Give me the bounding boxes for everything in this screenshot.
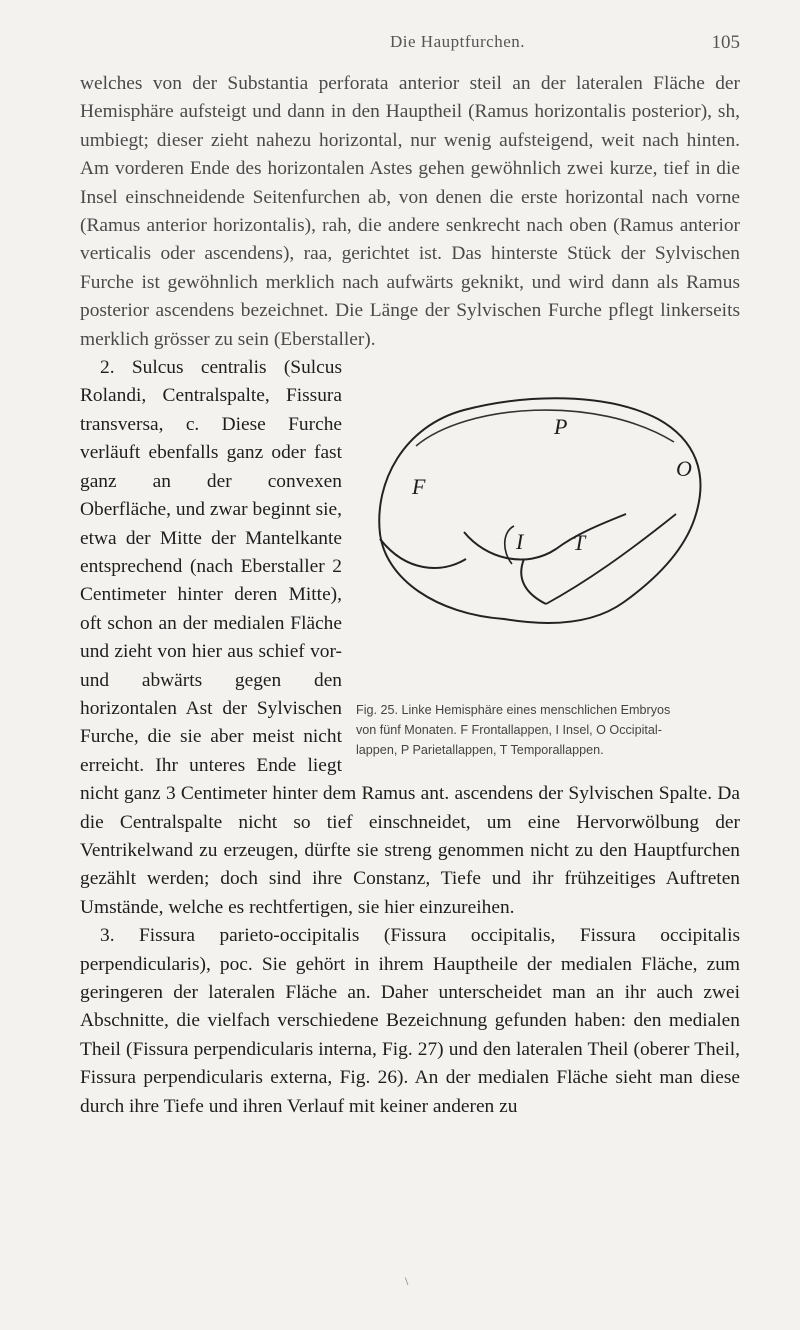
label-T: T	[573, 530, 586, 556]
lower-lobe-line	[380, 539, 466, 568]
label-O: O	[676, 456, 692, 482]
page-number: 105	[711, 32, 740, 53]
paragraph-sulcus-centralis: 2. Sulcus centralis (Sulcus Rolandi, Centralspalte, Fissura transversa, c. Diese Furche verläuft ebenfalls ganz oder fast ganz an der convexen Oberfläche, und zwar beginnt sie, etwa der Mitte der Mantelkante entsprechend (nach Eberstaller 2 Centimeter hinter deren Mitte), oft schon an der medialen Fläche und zieht von hier aus schief vor- und abwärts gegen den horizontalen Ast der Sylvischen Furche, die sie aber meist nicht erreicht. Ihr unteres Ende liegt nicht ganz 3 Centimeter hinter dem Ramus ant. ascendens der Sylvischen Spalte. Da die Centralspalte nicht so tief einschneidet, um eine Hervorwölbung der Ventrikelwand zu erzeugen, dürfte sie streng genommen nicht zu den Hauptfurchen gezählt werden; doch sind ihre Constanz, Tiefe und ihr frühzeitiges Auftreten Umstände, welche es rechtfertigen, sie hier einzureihen.	[80, 357, 740, 918]
paragraph-sylvian-fissure-continued: welches von der Substantia perforata anterior steil an der lateralen Fläche der Hemisphäre aufsteigt und dann in den Hauptheil (Ramus horizontalis posterior), sh, umbiegt; dieser zieht nahezu horizontal, nur wenig aufsteigend, weit nach hinten. Am vorderen Ende des horizontalen Astes gehen gewöhnlich zwei kurze, tief in die Insel einschneidende Seitenfurchen ab, von denen die erste horizontal nach vorne (Ramus anterior horizontalis), rah, die andere senkrecht nach oben (Ramus anterior verticalis oder ascendens), raa, gerichtet ist. Das hinterste Stück der Sylvischen Furche ist gewöhnlich merklich nach aufwärts geknikt, und wird dann als Ramus posterior ascendens bezeichnet. Die Länge der Sylvischen Furche pflegt linkerseits merklich grösser zu sein (Eberstaller).	[80, 73, 740, 350]
label-F: F	[412, 474, 426, 500]
running-head: Die Hauptfurchen.	[390, 32, 526, 51]
temporal-lobe-line	[521, 559, 546, 604]
hemisphere-diagram	[356, 364, 740, 699]
label-P: P	[554, 414, 568, 440]
temporal-lower-curve	[546, 514, 676, 604]
body-text	[80, 70, 740, 1121]
figure-caption	[356, 700, 744, 760]
caption-line: von fünf Monaten. F Frontallappen, I Insel, O Occipital-	[356, 723, 662, 738]
hemisphere-top-arc	[416, 410, 674, 446]
caption-line: lappen, P Parietallappen, T Temporallappen.	[356, 743, 604, 758]
figure-25	[356, 364, 740, 764]
paragraph-fissura-parieto-occipitalis: 3. Fissura parieto-occipitalis (Fissura occipitalis, Fissura occipitalis perpendicularis), poc. Sie gehört in ihrem Hauptheile der medialen Fläche, zum geringeren der lateralen Fläche an. Daher unterscheidet man an ihr auch zwei Abschnitte, die vielfach verschiedene Bezeichnung gefunden haben: den medialen Theil (Fissura perpendicularis interna, Fig. 27) und den lateralen Theil (oberer Theil, Fissura perpendicularis externa, Fig. 26). An der medialen Fläche sieht man diese durch ihre Tiefe und ihren Verlauf mit keiner anderen zu	[80, 925, 740, 1117]
page-header	[80, 32, 740, 62]
sylvian-notch	[464, 514, 626, 560]
label-I: I	[516, 529, 524, 555]
caption-line: Fig. 25. Linke Hemisphäre eines menschlichen Embryos	[356, 703, 671, 718]
footer-mark: \	[405, 1274, 409, 1288]
hemisphere-outline	[379, 398, 700, 623]
